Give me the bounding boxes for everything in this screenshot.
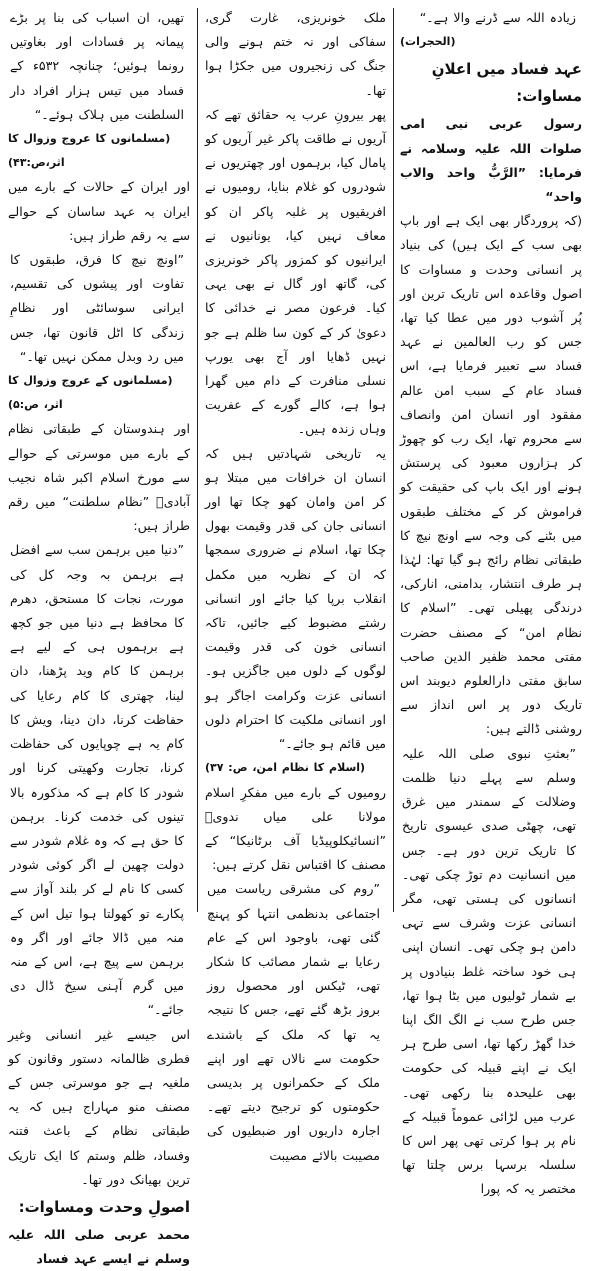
quote-paragraph: ”روم کی مشرقی ریاست میں اجتماعی بدنظمی انتہا کو پہنچ گئی تھی، باوجود اس کے عام رعایا بے شمار مصائب کا شکار تھی، ٹیکس اور محصول روز بروز بڑھ گئے تھے، جس کا نتیجہ یہ تھا کہ ملک کے باشندے حکومت سے نالاں تھے اور اپنے ملک کے حکمرانوں پر بدیسی حکومتوں کو ترجیح دیتے تھے۔ اجارہ داریوں اور ضبطیوں کی مصیبت بالائے مصیبت (207, 881, 380, 1163)
column-divider (197, 8, 198, 912)
body-paragraph: یہ تاریخی شہادتیں ہیں کہ انسان ان خرافات میں مبتلا ہو کر امن وامان کھو چکا تھا اور انسانی جان کی قدر وقیمت بھول چکا تھا، اسلام نے ضروری سمجھا کہ ان کے نظریہ میں مکمل انقلاب برپا کیا جائے اور انسانی رشتے مضبوط کیے جائیں، تاکہ انسانی خون کی قدر وقیمت لوگوں کے دلوں میں جاگزیں ہو۔ انسانی عزت وکرامت اجاگر ہو اور انسانی ملکیت کا احترام دلوں میں قائم ہو جائے۔“ (205, 445, 386, 752)
quote-end: زیادہ اللہ سے ڈرنے والا ہے۔“ (419, 10, 576, 25)
body-paragraph: محمد عربی صلی اللہ علیہ وسلم نے ایسے عہد فساد (8, 1226, 190, 1267)
quote-reference: (مسلمانوں کا عروج وزوال کا اثر،ص:۴۳) (8, 132, 171, 170)
body-paragraph: ملک خونریزی، غارت گری، سفاکی اور نہ ختم ہونے والی جنگ کی زنجیروں میں جکڑا ہوا تھا۔ (205, 10, 386, 98)
body-paragraph: رومیوں کے بارے میں مفکرِ اسلام مولانا علی میاں ندویؒ ”انسائیکلوپیڈیا آف برٹانیکا“ کے مصنف کا اقتباس نقل کرتے ہیں: (205, 784, 386, 873)
left-column (8, 6, 190, 1267)
quote-reference: (الحجرات) (400, 35, 456, 49)
body-paragraph: (کہ پروردگار بھی ایک ہے اور باپ بھی سب کے ایک ہیں) کی بنیاد پر انسانی وحدت و مساوات کا اصول وقاعدہ اس تاریک ترین اور پُر آشوب دور میں عطا کیا تھا، جس کو رب العالمین نے عہد فساد سے تعبیر فرمایا ہے، اس فساد عام کے سبب امن عالم مفقود اور انسان امن وانصاف سے محروم تھا، ایک رب کو چھوڑ کر ہزاروں معبود کی پرستش ہونے اور ایک باپ کی حقیقت کو فراموش کر کے مختلف طبقوں میں بٹنے کی وجہ سے اونچ نیچ کا طبقاتی نظام رائج ہو گیا تھا: لہٰذا ہر طرف انتشار، بدامنی، انارکی، درندگی پھیلی تھی۔ ”اسلام کا نظام امن“ کے مصنف حضرت مفتی محمد ظفیر الدین صاحب سابق مفتی دارالعلوم دیوبند اس تاریک دور پر اس انداز سے روشنی ڈالتے ہیں: (400, 213, 582, 737)
quote-paragraph: تھیں، ان اسباب کی بنا پر بڑے پیمانہ پر فسادات اور بغاوتیں رونما ہوئیں؛ چنانچہ ۵۳۲ء کے فساد میں تیس ہزار افراد دار السلطنت میں ہلاک ہوئے۔“ (10, 10, 184, 122)
section-heading: اصولِ وحدت ومساوات: (18, 1197, 190, 1216)
body-paragraph: پھر بیرونِ عرب یہ حقائق تھے کہ آریوں نے طاقت پاکر غیر آریوں کو پامال کیا، برہموں اور چھتریوں نے شودروں کو غلام بنایا، رومیوں نے افریقیوں پر غلبہ پاکر ان کو معاف نہیں کیا، یونانیوں نے ایرانیوں کو کمزور پاکر خونریزی کی، گاتھ اور گال نے بھی یہی کیا۔ فرعون مصر نے خدائی کا دعویٰ کر کے کون سا ظلم ہے جو نہیں ڈھایا اور آج بھی یورپ نسلی منافرت کے دام میں گھرا ہوا ہے، کالے گورے کے عفریت وہاں زندہ ہیں۔ (205, 106, 386, 437)
hadith-paragraph: رسول عربی نبی امی صلوات اللہ علیہ وسلامہ نے فرمایا: ”الرَّبُّ واحد والاب واحد“ (400, 116, 582, 205)
quote-reference: (مسلمانوں کے عروج وزوال کا اثر، ص:۵) (8, 374, 173, 412)
middle-column (205, 6, 386, 1163)
quote-paragraph: ”اونچ نیچ کا فرق، طبقوں کا تفاوت اور پیشوں کی تقسیم، ایرانی سوسائٹی اور نظامِ زندگی کا اٹل قانون تھا، جس میں رد وبدل ممکن نہیں تھا۔“ (10, 252, 184, 364)
body-paragraph: اور ہندوستان کے طبقاتی نظام کے بارے میں موسرتی کے حوالے سے مورخ اسلام اکبر شاہ نجیب آبادیؒ ”نظام سلطنت“ میں رقم طراز ہیں: (8, 421, 190, 534)
quote-reference: (اسلام کا نظام امن، ص: ۳۷) (205, 761, 366, 775)
quote-paragraph: ”دنیا میں برہمن سب سے افضل ہے برہمن بہ وجہ کل کی مورت، نجات کا مستحق، دھرم کا محافظ ہے دنیا میں جو کچھ ہے برہموں ہی کے لیے ہے برہمن کا کام وید پڑھنا، دان لینا، چھتری کا کام رعایا کی حفاظت کرنا، دان دینا، ویش کا کام یہ ہے چوپایوں کی حفاظت کرنا، تجارت وکھیتی کرنا اور شودر کا کام ہے کہ مذکورہ بالا تینوں کی خدمت کرنا۔ برہمن کا حق ہے کہ وہ غلام شودر سے دولت چھین لے اگر کوئی شودر کسی کا نام لے کر بلند آواز سے پکارے تو کھولتا ہوا تیل اس کے منہ میں ڈالا جائے اور اگر وہ برہمن سے پیچ ہے، اس کے منہ میں گرم آہنی سیخ ڈال دی جائے۔“ (10, 542, 184, 1018)
quote-paragraph: ”بعثتِ نبوی صلی اللہ علیہ وسلم سے پہلے دنیا ظلمت وضلالت کے سمندر میں غرق تھی، چھٹی صدی عیسوی تاریخ کا تاریک ترین دور ہے۔ جس میں انسانیت دم توڑ چکی تھی۔ انسانوں کی ہستی تھی، مگر انسانی عزت وشرف سے تہی دامن ہو چکی تھی۔ انسان اپنی ہی خود ساختہ غلط بنیادوں پر بے شمار ٹولیوں میں بٹا ہوا تھا، جس طرح سب نے الگ الگ اپنا خدا گھڑ رکھا تھا، اسی طرح ہر ایک نے اپنے قبیلہ کی حکومت بھی علیحدہ بنا رکھی تھی۔ عرب میں لڑائی عموماً قبیلہ کے نام پر ہوا کرتی تھی پھر اس کا سلسلہ برسہا برس چلتا تھا مختصر یہ کہ پورا (402, 745, 576, 1197)
right-column (400, 6, 582, 1197)
column-divider (393, 8, 394, 912)
body-paragraph: اس جیسے غیر انسانی وغیر فطری ظالمانہ دستور وقانون کو ملغیہ ہے جو موسرتی جس کے مصنف منو مہاراج ہیں کہ یہ طبقاتی نظام کے باعث فتنہ وفساد، ظلم وستم کا ایک تاریک ترین بھیانک دور تھا۔ (8, 1026, 190, 1187)
body-paragraph: اور ایران کے حالات کے بارے میں ایران بہ عہد ساسان کے حوالے سے یہ رقم طراز ہیں: (8, 179, 190, 243)
section-heading: عہد فساد میں اعلانِ مساوات: (431, 60, 582, 106)
